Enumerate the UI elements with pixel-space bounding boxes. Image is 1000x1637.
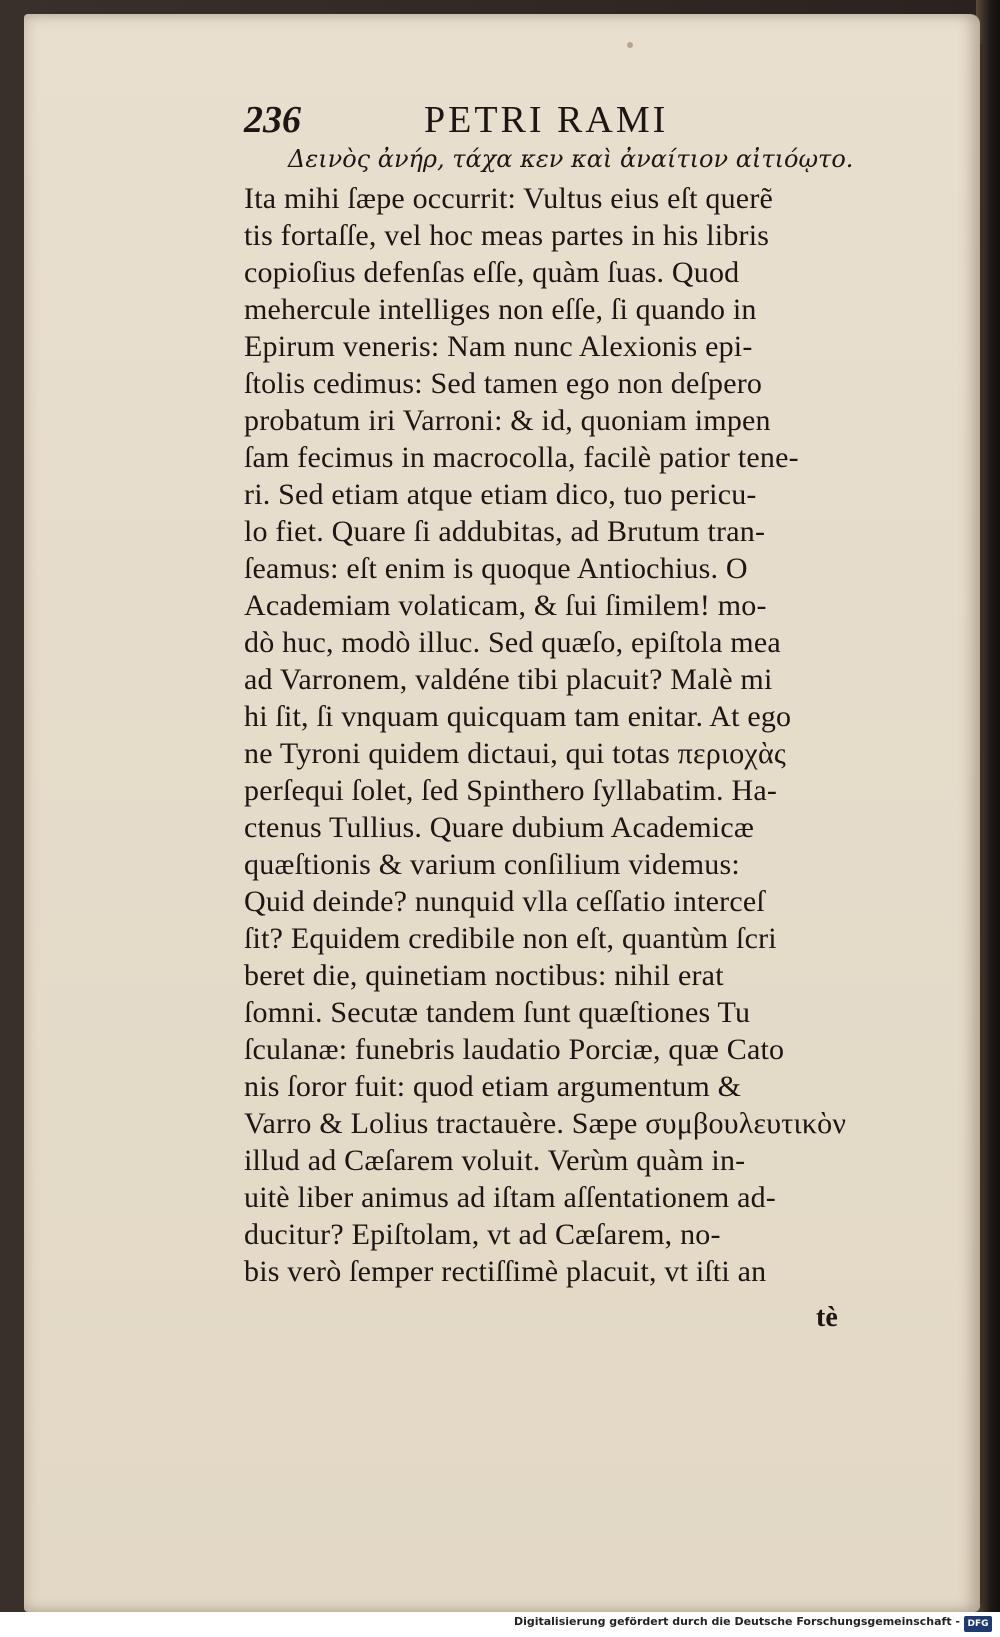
text-line: uitè liber animus ad iſtam aſſentationem ad- <box>244 1181 776 1214</box>
text-line: Ita mihi ſæpe occurrit: Vultus eius eſt querẽ <box>244 182 774 215</box>
body-text <box>244 180 884 1290</box>
text-line: bis verò ſemper rectiſſimè placuit, vt iſti an <box>244 1255 767 1288</box>
catchword: tè <box>816 1302 838 1333</box>
text-line: quæſtionis & varium conſilium videmus: <box>244 848 740 881</box>
text-line: hi ſit, ſi vnquam quicquam tam enitar. At ego <box>244 700 792 733</box>
text-line: ſtolis cedimus: Sed tamen ego non deſpero <box>244 367 763 400</box>
text-line: perſequi ſolet, ſed Spinthero ſyllabatim. Ha- <box>244 774 778 807</box>
paper-spot <box>627 42 633 48</box>
text-line: lo fiet. Quare ſi addubitas, ad Brutum tran- <box>244 515 766 548</box>
footer-credit: Digitalisierung gefördert durch die Deutsche Forschungsgemeinschaft - <box>513 1615 960 1628</box>
text-line: nis ſoror fuit: quod etiam argumentum & <box>244 1070 742 1103</box>
page-gutter-shadow <box>980 44 983 1604</box>
text-line: ad Varronem, valdéne tibi placuit? Malè mi <box>244 663 773 696</box>
text-line: ctenus Tullius. Quare dubium Academicæ <box>244 811 755 844</box>
greek-quotation: Δεινὸς ἀνήρ, τάχα κεν καὶ ἀναίτιον αἰτιόῳτο. <box>288 145 854 173</box>
text-line: ducitur? Epiſtolam, vt ad Cæſarem, no- <box>244 1218 721 1251</box>
text-line: beret die, quinetiam noctibus: nihil erat <box>244 959 724 992</box>
page-number: 236 <box>244 99 301 141</box>
text-line: ſam fecimus in macrocolla, facilè patior tene- <box>244 441 799 474</box>
text-line: Quid deinde? nunquid vlla ceſſatio interceſ <box>244 885 765 918</box>
dfg-logo: DFG <box>964 1616 992 1632</box>
text-line: probatum iri Varroni: & id, quoniam impen <box>244 404 771 437</box>
text-line: dò huc, modò illuc. Sed quæſo, epiſtola mea <box>244 626 781 659</box>
text-line: ſeamus: eſt enim is quoque Antiochius. O <box>244 552 748 585</box>
text-line: Varro & Lolius tractauère. Sæpe συμβουλευτικὸν <box>244 1107 847 1140</box>
text-line: tis fortaſſe, vel hoc meas partes in his libris <box>244 219 770 252</box>
text-line: Epirum veneris: Nam nunc Alexionis epi- <box>244 330 753 363</box>
text-line: ſculanæ: funebris laudatio Porciæ, quæ Cato <box>244 1033 785 1066</box>
text-line: mehercule intelliges non eſſe, ſi quando in <box>244 293 757 326</box>
page-header <box>244 98 904 148</box>
text-line: illud ad Cæſarem voluit. Verùm quàm in- <box>244 1144 746 1177</box>
text-line: ſit? Equidem credibile non eſt, quantùm ſcri <box>244 922 777 955</box>
text-line: ri. Sed etiam atque etiam dico, tuo pericu- <box>244 478 757 511</box>
text-line: Academiam volaticam, & ſui ſimilem! mo- <box>244 589 767 622</box>
text-line: ſomni. Secutæ tandem ſunt quæſtiones Tu <box>244 996 751 1029</box>
text-line: copioſius defenſas eſſe, quàm ſuas. Quod <box>244 256 740 289</box>
text-line: ne Tyroni quidem dictaui, qui totas περιοχὰς <box>244 737 786 770</box>
running-head: PETRI RAMI <box>424 99 669 141</box>
